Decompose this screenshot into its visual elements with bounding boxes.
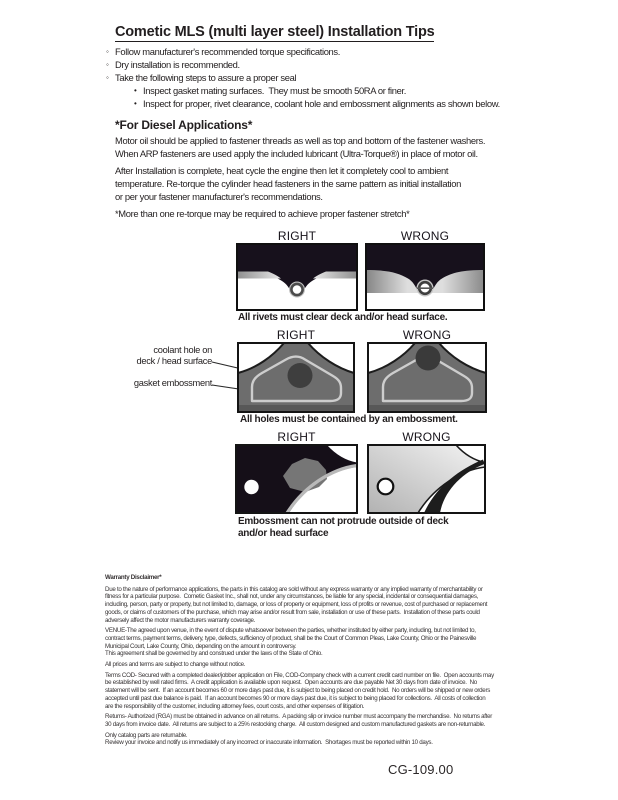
sub-list-item (134, 97, 500, 110)
fig1-right-diagram (236, 243, 358, 311)
fig3-right-label: RIGHT (277, 430, 316, 444)
fig1-wrong-diagram (365, 243, 485, 311)
legal-section (105, 574, 525, 750)
open-bullet-icon: ◦ (106, 60, 109, 69)
coolant-hole (288, 363, 313, 388)
page-title: Cometic MLS (multi layer steel) Installation Tips (115, 24, 435, 40)
coolant-hole-misaligned (416, 346, 441, 371)
page-number: CG-109.00 (388, 762, 454, 777)
fig1-right-label: RIGHT (277, 229, 317, 243)
warranty-paragraph: Due to the nature of performance applications, the parts in this catalog are sold without any express warranty or any implied warranty of merchantability or fitness for a particular purpose. Cometic Gasket Inc., shall not, under any circumstances, be liable for any special, incidental or consequential damages, including, person, party or property, but not limited to, damage, or loss of property or equipment, loss of profits or revenue, cost of purchased or replacement goods, or claims of customers of the purchase, which may arise and/or result from sale, installation or use of these parts. Installation of these parts could adversely affect the motor manufacturers warranty coverage. (105, 585, 488, 624)
fig3-wrong-label: WRONG (402, 430, 451, 444)
bottom-band (369, 405, 485, 411)
fig2-wrong-label: WRONG (402, 328, 452, 342)
sub-list-item-text: Inspect for proper, rivet clearance, coolant hole and embossment alignments as shown below. (143, 98, 500, 109)
fig3-caption: Embossment can not protrude outside of deck and/or head surface (238, 516, 449, 539)
sub-list-item (134, 84, 406, 97)
fig2-caption: All holes must be contained by an embossment. (240, 414, 458, 425)
fig3-right-diagram (235, 444, 358, 514)
diesel-paragraph-2: After Installation is complete, heat cycle the engine then let it completely cool to ambient temperature. Re-torque the cylinder head fasteners in the same pattern as initial installation or per your fastener manufacturer's recommendations. (115, 165, 461, 202)
list-item (106, 58, 240, 71)
retorque-note: *More than one re-torque may be required to achieve proper fastener stretch* (115, 208, 410, 219)
rivet (291, 284, 302, 295)
open-bullet-icon: ◦ (106, 47, 109, 56)
fig2-right-label: RIGHT (276, 328, 316, 342)
fig1-caption: All rivets must clear deck and/or head surface. (238, 312, 448, 323)
list-item (106, 45, 340, 58)
coolant-hole-annotation: coolant hole on deck / head surface (136, 345, 212, 366)
diesel-section-heading: *For Diesel Applications* (115, 118, 253, 132)
list-item (106, 71, 296, 84)
diesel-paragraph-1: Motor oil should be applied to fastener threads as well as top and bottom of the fastener washers. When ARP fasteners are used apply the included lubricant (Ultra-Torque®) in place of motor oil. (115, 135, 486, 159)
catalog-returns-paragraph: Only catalog parts are returnable. Review your invoice and notify us immediately of any incorrect or inaccurate information. Shortages must be reported within 10 days. (105, 731, 433, 747)
filled-bullet-icon: • (134, 99, 137, 108)
terms-paragraph: Terms COD- Secured with a completed dealer/jobber application on File, COD-Company check with a current credit card number on file. Open accounts may be established by well rated firms. A credit application is available upon request. Open accounts are due payable Net 30 days from date of invoice. No statement will be sent. If an account becomes 60 or more days past due, it is subject to being placed on credit hold. No orders will be shipped or new orders accepted until past due balance is paid. If an account becomes 90 or more days past due, it is subject to being placed for collections. All costs of collection are the responsibility of the customer, including attorney fees, court costs, and other expenses of litigation. (105, 671, 494, 710)
filled-bullet-icon: • (134, 86, 137, 95)
fig2-right-diagram (237, 342, 355, 413)
fig1-wrong-label: WRONG (400, 229, 450, 243)
prices-paragraph: All prices and terms are subject to change without notice. (105, 661, 246, 669)
warranty-disclaimer-heading: Warranty Disclaimer* (105, 574, 162, 581)
embossment-annotation: gasket embossment (133, 378, 212, 388)
sub-list-item-text: Inspect gasket mating surfaces. They must be smooth 50RA or finer. (143, 85, 406, 96)
returns-paragraph: Returns- Authorized (RGA) must be obtained in advance on all returns. A packing slip or invoice number must accompany the merchandise. No returns after 30 days from invoice date. All returns are subject to a 25% restocking charge. All custom designed and custom manufactured gaskets are non-returnable. (105, 713, 493, 728)
list-item-text: Follow manufacturer's recommended torque specifications. (115, 46, 341, 57)
bolt-hole (244, 480, 258, 494)
bottom-band (239, 405, 353, 411)
list-item-text: Dry installation is recommended. (115, 59, 240, 70)
bolt-hole (378, 479, 394, 495)
open-bullet-icon: ◦ (106, 73, 109, 82)
fig2-wrong-diagram (367, 342, 487, 413)
fig3-wrong-diagram (367, 444, 486, 514)
venue-paragraph: VENUE-The agreed upon venue, in the event of dispute whatsoever between the parties, whether instituted by either party, including, but not limited to, contract terms, payment terms, delivery, type, defects, sufficiency of product, shall be the Court of Common Pleas, Lake County, Ohio or the Painesville Municipal Court, Lake County, Ohio, depending on the amount in controversy. This agreement shall be governed by and construed under the laws of the State of Ohio. (105, 627, 477, 658)
list-item-text: Take the following steps to assure a proper seal (115, 72, 297, 83)
